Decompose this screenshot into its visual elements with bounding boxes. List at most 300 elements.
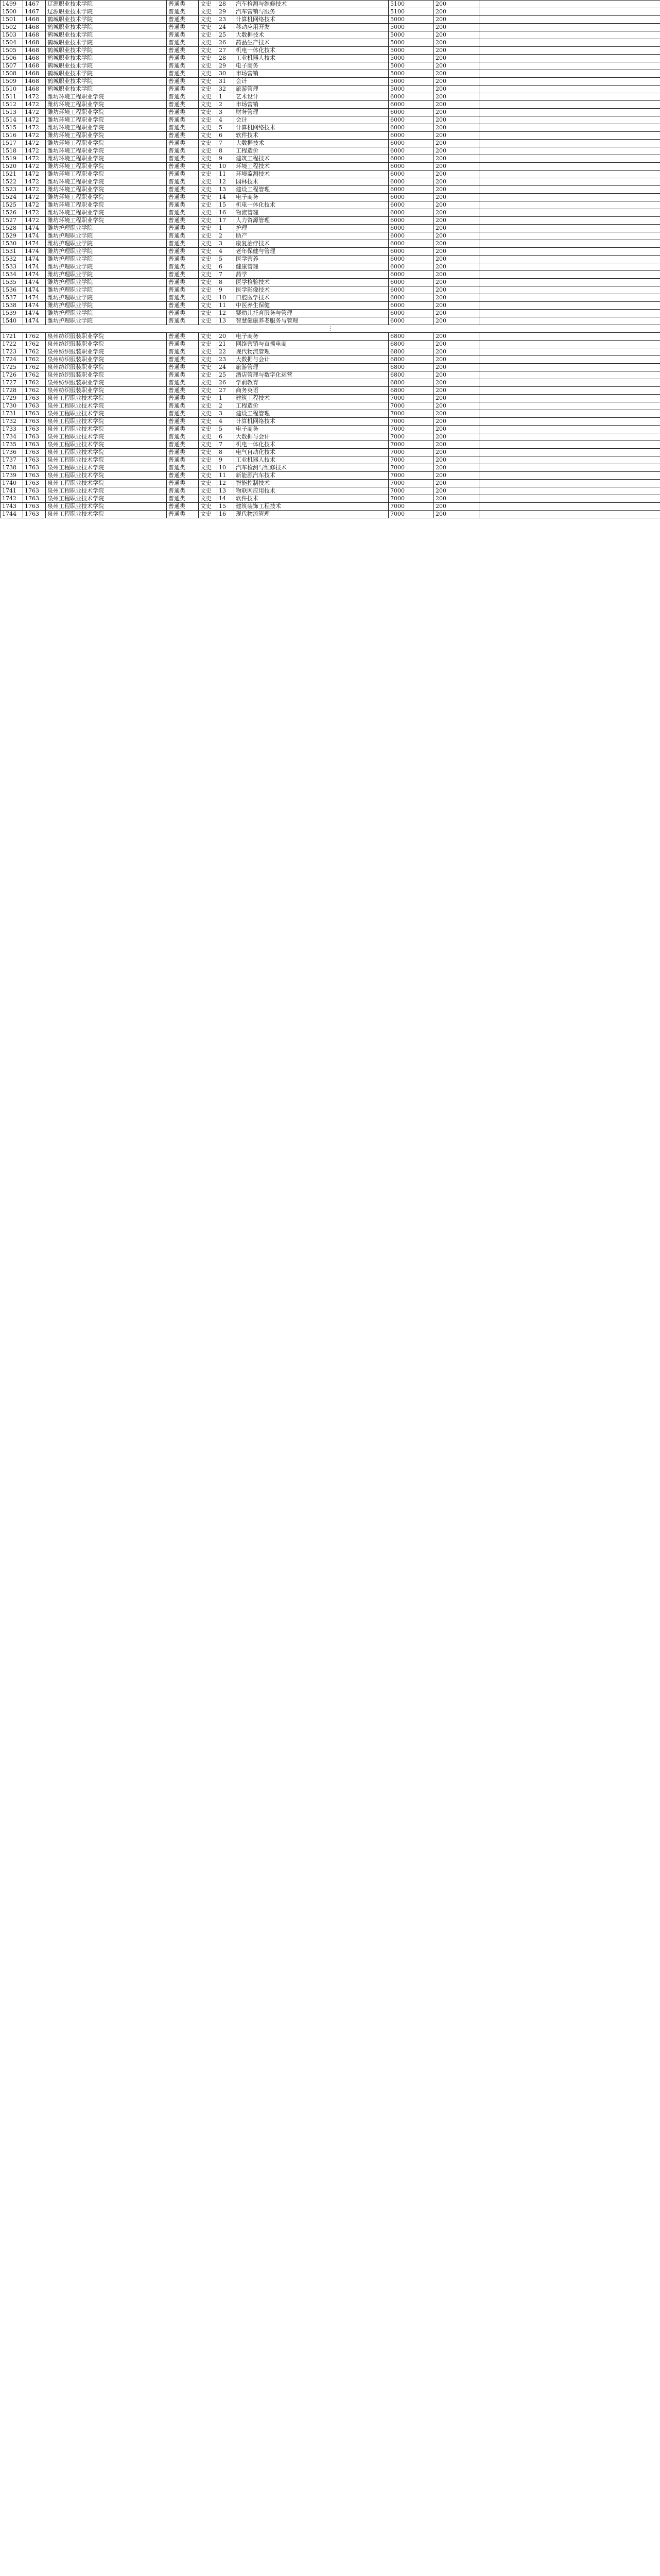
major-code-cell: 27 — [217, 47, 234, 55]
table-row — [1, 356, 660, 364]
major-code-cell: 23 — [217, 16, 234, 24]
row-seq-cell: 1733 — [1, 426, 23, 433]
plan-cell: 200 — [434, 464, 479, 472]
row-seq-cell: 1726 — [1, 371, 23, 379]
blank-cell — [479, 16, 660, 24]
major-name-cell: 汽车检测与维修技术 — [234, 1, 389, 8]
row-seq-cell: 1736 — [1, 449, 23, 456]
school-name-cell: 鹤城职业技术学院 — [46, 16, 167, 24]
plan-cell: 200 — [434, 456, 479, 464]
major-name-cell: 护理 — [234, 225, 389, 232]
school-code-cell: 1472 — [23, 93, 46, 101]
school-code-cell: 1763 — [23, 449, 46, 456]
row-seq-cell: 1525 — [1, 201, 23, 209]
subject-kind-cell: 文史 — [199, 418, 217, 426]
tuition-cell: 7000 — [389, 426, 434, 433]
batch-cell: 普通类 — [167, 155, 199, 163]
batch-cell: 普通类 — [167, 186, 199, 194]
table-row — [1, 433, 660, 441]
major-code-cell: 28 — [217, 1, 234, 8]
subject-kind-cell: 文史 — [199, 317, 217, 325]
tuition-cell: 6800 — [389, 387, 434, 395]
major-name-cell: 建筑工程技术 — [234, 395, 389, 402]
subject-kind-cell: 文史 — [199, 201, 217, 209]
school-code-cell: 1763 — [23, 441, 46, 449]
table-row — [1, 271, 660, 279]
row-seq-cell: 1738 — [1, 464, 23, 472]
subject-kind-cell: 文史 — [199, 271, 217, 279]
subject-kind-cell: 文史 — [199, 240, 217, 248]
tuition-cell: 7000 — [389, 441, 434, 449]
school-code-cell: 1472 — [23, 116, 46, 124]
table-row — [1, 410, 660, 418]
blank-cell — [479, 132, 660, 140]
school-name-cell: 潍坊环境工程职业学院 — [46, 171, 167, 178]
subject-kind-cell: 文史 — [199, 16, 217, 24]
table-row — [1, 310, 660, 317]
subject-kind-cell: 文史 — [199, 225, 217, 232]
school-name-cell: 潍坊护理职业学院 — [46, 248, 167, 256]
school-name-cell: 鹤城职业技术学院 — [46, 70, 167, 78]
subject-kind-cell: 文史 — [199, 263, 217, 271]
blank-cell — [479, 387, 660, 395]
plan-cell: 200 — [434, 147, 479, 155]
table-row — [1, 387, 660, 395]
table-row — [1, 116, 660, 124]
row-seq-cell: 1526 — [1, 209, 23, 217]
major-code-cell: 11 — [217, 171, 234, 178]
tuition-cell: 5000 — [389, 62, 434, 70]
batch-cell: 普通类 — [167, 456, 199, 464]
plan-cell: 200 — [434, 395, 479, 402]
row-seq-cell: 1512 — [1, 101, 23, 109]
plan-cell: 200 — [434, 225, 479, 232]
plan-cell: 200 — [434, 232, 479, 240]
row-seq-cell: 1531 — [1, 248, 23, 256]
row-seq-cell: 1723 — [1, 348, 23, 356]
tuition-cell: 5000 — [389, 16, 434, 24]
table-row — [1, 480, 660, 487]
major-code-cell: 6 — [217, 263, 234, 271]
major-name-cell: 药品生产技术 — [234, 39, 389, 47]
tuition-cell: 7000 — [389, 511, 434, 518]
major-code-cell: 16 — [217, 209, 234, 217]
major-name-cell: 医学影像技术 — [234, 286, 389, 294]
school-name-cell: 潍坊护理职业学院 — [46, 317, 167, 325]
school-name-cell: 泉州纺织服装职业学院 — [46, 364, 167, 371]
school-code-cell: 1472 — [23, 171, 46, 178]
blank-cell — [479, 186, 660, 194]
tuition-cell: 6000 — [389, 302, 434, 310]
blank-cell — [479, 487, 660, 495]
table-row — [1, 1, 660, 8]
blank-cell — [479, 93, 660, 101]
table-row — [1, 194, 660, 201]
major-code-cell: 13 — [217, 186, 234, 194]
school-code-cell: 1763 — [23, 426, 46, 433]
batch-cell: 普通类 — [167, 132, 199, 140]
school-code-cell: 1762 — [23, 356, 46, 364]
tuition-cell: 6000 — [389, 178, 434, 186]
major-code-cell: 28 — [217, 55, 234, 62]
batch-cell: 普通类 — [167, 341, 199, 348]
blank-cell — [479, 62, 660, 70]
plan-cell: 200 — [434, 70, 479, 78]
table-row — [1, 317, 660, 325]
blank-cell — [479, 140, 660, 147]
batch-cell: 普通类 — [167, 116, 199, 124]
school-code-cell: 1763 — [23, 402, 46, 410]
tuition-cell: 7000 — [389, 487, 434, 495]
major-name-cell: 医学检验技术 — [234, 279, 389, 286]
blank-cell — [479, 480, 660, 487]
table-row — [1, 248, 660, 256]
major-code-cell: 16 — [217, 511, 234, 518]
table-row — [1, 47, 660, 55]
table-row — [1, 209, 660, 217]
school-name-cell: 潍坊环境工程职业学院 — [46, 109, 167, 116]
blank-cell — [479, 410, 660, 418]
plan-cell: 200 — [434, 341, 479, 348]
blank-cell — [479, 124, 660, 132]
school-name-cell: 泉州纺织服装职业学院 — [46, 371, 167, 379]
major-code-cell: 15 — [217, 201, 234, 209]
batch-cell: 普通类 — [167, 171, 199, 178]
ellipsis-cell: ⋮ — [1, 325, 660, 333]
school-name-cell: 潍坊环境工程职业学院 — [46, 178, 167, 186]
batch-cell: 普通类 — [167, 47, 199, 55]
subject-kind-cell: 文史 — [199, 78, 217, 86]
plan-cell: 200 — [434, 124, 479, 132]
row-seq-cell: 1727 — [1, 379, 23, 387]
blank-cell — [479, 371, 660, 379]
major-code-cell: 2 — [217, 402, 234, 410]
tuition-cell: 6000 — [389, 271, 434, 279]
tuition-cell: 7000 — [389, 410, 434, 418]
batch-cell: 普通类 — [167, 310, 199, 317]
blank-cell — [479, 256, 660, 263]
tuition-cell: 6000 — [389, 263, 434, 271]
plan-cell: 200 — [434, 16, 479, 24]
school-code-cell: 1474 — [23, 294, 46, 302]
blank-cell — [479, 47, 660, 55]
plan-cell: 200 — [434, 62, 479, 70]
plan-cell: 200 — [434, 31, 479, 39]
table-row — [1, 279, 660, 286]
major-name-cell: 物流管理 — [234, 209, 389, 217]
school-name-cell: 泉州工程职业技术学院 — [46, 395, 167, 402]
school-name-cell: 泉州工程职业技术学院 — [46, 503, 167, 511]
batch-cell: 普通类 — [167, 194, 199, 201]
major-code-cell: 12 — [217, 178, 234, 186]
row-seq-cell: 1518 — [1, 147, 23, 155]
school-code-cell: 1468 — [23, 24, 46, 31]
row-seq-cell: 1740 — [1, 480, 23, 487]
subject-kind-cell: 文史 — [199, 286, 217, 294]
subject-kind-cell: 文史 — [199, 503, 217, 511]
major-code-cell: 8 — [217, 147, 234, 155]
school-name-cell: 潍坊护理职业学院 — [46, 310, 167, 317]
batch-cell: 普通类 — [167, 101, 199, 109]
major-code-cell: 10 — [217, 464, 234, 472]
school-code-cell: 1763 — [23, 395, 46, 402]
major-code-cell: 8 — [217, 449, 234, 456]
table-body-gap — [1, 325, 660, 333]
major-name-cell: 药学 — [234, 271, 389, 279]
batch-cell: 普通类 — [167, 418, 199, 426]
batch-cell: 普通类 — [167, 240, 199, 248]
blank-cell — [479, 495, 660, 503]
table-row — [1, 402, 660, 410]
major-name-cell: 机电一体化技术 — [234, 201, 389, 209]
major-name-cell: 工业机器人技术 — [234, 55, 389, 62]
table-row — [1, 371, 660, 379]
table-row — [1, 456, 660, 464]
table-row — [1, 109, 660, 116]
blank-cell — [479, 116, 660, 124]
row-seq-cell: 1724 — [1, 356, 23, 364]
tuition-cell: 6000 — [389, 163, 434, 171]
major-name-cell: 计算机网络技术 — [234, 124, 389, 132]
subject-kind-cell: 文史 — [199, 310, 217, 317]
blank-cell — [479, 286, 660, 294]
subject-kind-cell: 文史 — [199, 124, 217, 132]
school-name-cell: 潍坊环境工程职业学院 — [46, 101, 167, 109]
batch-cell: 普通类 — [167, 93, 199, 101]
subject-kind-cell: 文史 — [199, 116, 217, 124]
table-row — [1, 55, 660, 62]
blank-cell — [479, 209, 660, 217]
subject-kind-cell: 文史 — [199, 487, 217, 495]
subject-kind-cell: 文史 — [199, 371, 217, 379]
subject-kind-cell: 文史 — [199, 31, 217, 39]
subject-kind-cell: 文史 — [199, 511, 217, 518]
subject-kind-cell: 文史 — [199, 387, 217, 395]
major-name-cell: 财务管理 — [234, 109, 389, 116]
batch-cell: 普通类 — [167, 8, 199, 16]
plan-cell: 200 — [434, 449, 479, 456]
major-name-cell: 电子商务 — [234, 426, 389, 433]
plan-cell: 200 — [434, 132, 479, 140]
school-name-cell: 鹤城职业技术学院 — [46, 55, 167, 62]
blank-cell — [479, 194, 660, 201]
batch-cell: 普通类 — [167, 232, 199, 240]
major-code-cell: 25 — [217, 371, 234, 379]
school-code-cell: 1472 — [23, 147, 46, 155]
row-seq-cell: 1529 — [1, 232, 23, 240]
school-name-cell: 潍坊环境工程职业学院 — [46, 209, 167, 217]
row-seq-cell: 1520 — [1, 163, 23, 171]
blank-cell — [479, 171, 660, 178]
plan-cell: 200 — [434, 101, 479, 109]
major-name-cell: 会计 — [234, 78, 389, 86]
major-name-cell: 旅游管理 — [234, 86, 389, 93]
batch-cell: 普通类 — [167, 348, 199, 356]
major-code-cell: 9 — [217, 456, 234, 464]
school-code-cell: 1762 — [23, 348, 46, 356]
tuition-cell: 7000 — [389, 402, 434, 410]
batch-cell: 普通类 — [167, 217, 199, 225]
major-code-cell: 25 — [217, 31, 234, 39]
school-name-cell: 泉州工程职业技术学院 — [46, 487, 167, 495]
subject-kind-cell: 文史 — [199, 480, 217, 487]
subject-kind-cell: 文史 — [199, 55, 217, 62]
school-code-cell: 1762 — [23, 341, 46, 348]
batch-cell: 普通类 — [167, 55, 199, 62]
school-name-cell: 泉州工程职业技术学院 — [46, 433, 167, 441]
subject-kind-cell: 文史 — [199, 441, 217, 449]
major-name-cell: 新能源汽车技术 — [234, 472, 389, 480]
tuition-cell: 6000 — [389, 186, 434, 194]
batch-cell: 普通类 — [167, 449, 199, 456]
tuition-cell: 6000 — [389, 240, 434, 248]
batch-cell: 普通类 — [167, 395, 199, 402]
school-name-cell: 鹤城职业技术学院 — [46, 47, 167, 55]
table-row — [1, 495, 660, 503]
school-code-cell: 1474 — [23, 225, 46, 232]
table-row — [1, 70, 660, 78]
row-seq-cell: 1538 — [1, 302, 23, 310]
school-name-cell: 泉州工程职业技术学院 — [46, 402, 167, 410]
row-seq-cell: 1721 — [1, 333, 23, 341]
school-code-cell: 1472 — [23, 132, 46, 140]
subject-kind-cell: 文史 — [199, 209, 217, 217]
major-code-cell: 14 — [217, 495, 234, 503]
school-name-cell: 潍坊护理职业学院 — [46, 279, 167, 286]
blank-cell — [479, 163, 660, 171]
blank-cell — [479, 441, 660, 449]
plan-cell: 200 — [434, 78, 479, 86]
major-code-cell: 5 — [217, 124, 234, 132]
row-seq-cell: 1532 — [1, 256, 23, 263]
tuition-cell: 6000 — [389, 93, 434, 101]
tuition-cell: 5000 — [389, 47, 434, 55]
school-name-cell: 潍坊环境工程职业学院 — [46, 217, 167, 225]
batch-cell: 普通类 — [167, 286, 199, 294]
row-seq-cell: 1509 — [1, 78, 23, 86]
subject-kind-cell: 文史 — [199, 93, 217, 101]
batch-cell: 普通类 — [167, 1, 199, 8]
school-name-cell: 泉州工程职业技术学院 — [46, 410, 167, 418]
school-code-cell: 1468 — [23, 16, 46, 24]
major-code-cell: 2 — [217, 232, 234, 240]
plan-cell: 200 — [434, 248, 479, 256]
batch-cell: 普通类 — [167, 433, 199, 441]
batch-cell: 普通类 — [167, 402, 199, 410]
school-code-cell: 1474 — [23, 317, 46, 325]
row-seq-cell: 1739 — [1, 472, 23, 480]
plan-cell: 200 — [434, 371, 479, 379]
major-name-cell: 电子商务 — [234, 62, 389, 70]
row-seq-cell: 1533 — [1, 263, 23, 271]
row-seq-cell: 1519 — [1, 155, 23, 163]
row-seq-cell: 1527 — [1, 217, 23, 225]
table-row — [1, 62, 660, 70]
major-name-cell: 艺术设计 — [234, 93, 389, 101]
tuition-cell: 6000 — [389, 279, 434, 286]
school-code-cell: 1763 — [23, 503, 46, 511]
subject-kind-cell: 文史 — [199, 379, 217, 387]
school-name-cell: 潍坊环境工程职业学院 — [46, 201, 167, 209]
batch-cell: 普通类 — [167, 379, 199, 387]
batch-cell: 普通类 — [167, 147, 199, 155]
school-code-cell: 1468 — [23, 39, 46, 47]
subject-kind-cell: 文史 — [199, 294, 217, 302]
batch-cell: 普通类 — [167, 16, 199, 24]
major-name-cell: 大数据技术 — [234, 140, 389, 147]
blank-cell — [479, 426, 660, 433]
blank-cell — [479, 472, 660, 480]
plan-cell: 200 — [434, 271, 479, 279]
batch-cell: 普通类 — [167, 294, 199, 302]
school-code-cell: 1474 — [23, 256, 46, 263]
plan-cell: 200 — [434, 279, 479, 286]
row-seq-cell: 1722 — [1, 341, 23, 348]
row-seq-cell: 1504 — [1, 39, 23, 47]
table-row — [1, 31, 660, 39]
subject-kind-cell: 文史 — [199, 464, 217, 472]
table-row — [1, 341, 660, 348]
school-name-cell: 鹤城职业技术学院 — [46, 86, 167, 93]
table-row — [1, 232, 660, 240]
school-code-cell: 1472 — [23, 140, 46, 147]
row-seq-cell: 1506 — [1, 55, 23, 62]
major-name-cell: 助产 — [234, 232, 389, 240]
row-seq-cell: 1734 — [1, 433, 23, 441]
plan-cell: 200 — [434, 310, 479, 317]
batch-cell: 普通类 — [167, 464, 199, 472]
tuition-cell: 6000 — [389, 194, 434, 201]
table-row — [1, 487, 660, 495]
blank-cell — [479, 333, 660, 341]
major-code-cell: 13 — [217, 487, 234, 495]
table-row — [1, 201, 660, 209]
row-seq-cell: 1508 — [1, 70, 23, 78]
blank-cell — [479, 39, 660, 47]
plan-cell: 200 — [434, 186, 479, 194]
subject-kind-cell: 文史 — [199, 163, 217, 171]
major-name-cell: 大数据与会计 — [234, 433, 389, 441]
school-name-cell: 泉州工程职业技术学院 — [46, 511, 167, 518]
row-seq-cell: 1536 — [1, 286, 23, 294]
plan-cell: 200 — [434, 256, 479, 263]
batch-cell: 普通类 — [167, 495, 199, 503]
major-name-cell: 计算机网络技术 — [234, 418, 389, 426]
plan-cell: 200 — [434, 364, 479, 371]
row-seq-cell: 1725 — [1, 364, 23, 371]
plan-cell: 200 — [434, 217, 479, 225]
row-seq-cell: 1731 — [1, 410, 23, 418]
school-code-cell: 1467 — [23, 1, 46, 8]
major-name-cell: 工程造价 — [234, 147, 389, 155]
plan-cell: 200 — [434, 495, 479, 503]
school-code-cell: 1468 — [23, 31, 46, 39]
tuition-cell: 6000 — [389, 256, 434, 263]
batch-cell: 普通类 — [167, 124, 199, 132]
school-code-cell: 1763 — [23, 418, 46, 426]
major-name-cell: 人力资源管理 — [234, 217, 389, 225]
major-code-cell: 30 — [217, 70, 234, 78]
blank-cell — [479, 341, 660, 348]
major-name-cell: 移动应用开发 — [234, 24, 389, 31]
batch-cell: 普通类 — [167, 441, 199, 449]
plan-cell: 200 — [434, 116, 479, 124]
major-name-cell: 会计 — [234, 116, 389, 124]
blank-cell — [479, 418, 660, 426]
plan-cell: 200 — [434, 379, 479, 387]
batch-cell: 普通类 — [167, 371, 199, 379]
row-seq-cell: 1501 — [1, 16, 23, 24]
